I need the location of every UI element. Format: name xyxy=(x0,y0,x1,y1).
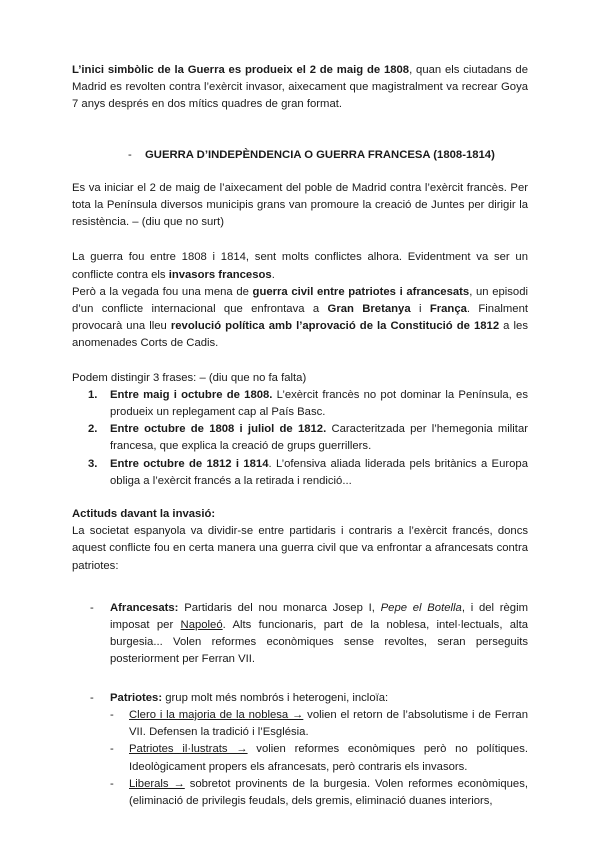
section-heading xyxy=(72,147,528,164)
attitudes-intro: La societat espanyola va dividir-se entre partidaris i contraris a l’exèrcit francés, doncs aquest conflicte fou en certa manera una guerra civil que va enfrontar a afrancesats contra patriotes: xyxy=(72,525,528,572)
phase-item xyxy=(72,387,528,421)
patriotes-sublist xyxy=(72,707,528,810)
phase-text: . L’ofensiva aliada liderada pels britànics a Europa obliga a l’exèrcit francés a la retirada i rendició... xyxy=(110,457,528,487)
list-dash: - xyxy=(90,601,94,614)
sub-underlined: Clero i la majoria de la noblesa → xyxy=(129,708,304,721)
afrancesats-item xyxy=(72,600,528,669)
patriotes-label: Patriotes: xyxy=(110,691,163,704)
phase-number: 1. xyxy=(88,388,98,401)
para3-a: Però a la vegada fou una mena de xyxy=(72,285,253,298)
para2-bold: invasors francesos xyxy=(168,268,272,281)
list-dash: - xyxy=(90,691,94,704)
phases-list xyxy=(72,387,528,490)
intro-text: , quan els ciutadans de Madrid es revolten contra l’exèrcit invasor, aixecament que magistralment va recrear Goya 7 anys després en dos mítics quadres de gran format. xyxy=(72,64,528,111)
sub-item xyxy=(72,776,528,810)
para2-text-a: La guerra fou entre 1808 i 1814, sent molts conflictes alhora. Evidentment va ser un conflicte contra els xyxy=(72,251,528,281)
napoleo-link[interactable]: Napoleó xyxy=(180,619,223,632)
para3-d: Gran Bretanya xyxy=(327,303,411,316)
phase-text: L’exèrcit francès no pot dominar la Península, es produeix un replegament cap al País Basc. xyxy=(110,388,528,419)
heading-bullet: - xyxy=(128,148,132,161)
document-page xyxy=(72,62,528,810)
para3-i: a les anomenades Corts de Cadis. xyxy=(72,320,528,350)
para3-e: i xyxy=(410,303,430,316)
attitudes-list-2 xyxy=(72,690,528,810)
phase-text: Caracteritzada per l’hemegonia militar francesa, que explica la creació de grups guerrillers. xyxy=(110,423,528,453)
sub-item xyxy=(72,741,528,775)
phase-number: 3. xyxy=(88,457,98,470)
para-civil-war xyxy=(72,284,528,353)
intro-bold: L’inici simbòlic de la Guerra es produeix el 2 de maig de 1808 xyxy=(72,64,410,76)
sub-text: sobretot provinents de la burgesia. Volen reformes econòmiques, (eliminació de privilegis feudals, dels gremis, eliminació duanes interiors, xyxy=(129,777,529,807)
intro-paragraph xyxy=(72,62,528,114)
para3-b: guerra civil entre patriotes i afrancesats xyxy=(252,285,470,298)
phase-title: Entre octubre de 1808 i juliol de 1812. xyxy=(110,423,327,436)
patriotes-text: grup molt més nombrós i heterogeni, incloïa: xyxy=(162,691,389,704)
sub-dash: - xyxy=(110,743,114,756)
para3-f: França xyxy=(429,303,467,316)
para3-h: revolució política amb l’aprovació de la Constitució de 1812 xyxy=(170,320,500,333)
sub-underlined: Patriotes il·lustrats → xyxy=(129,743,248,756)
afrancesats-text-c: . Alts funcionaris, part de la noblesa, intel·lectuals, alta burgesia... Volen reformes econòmiques sense revoltes, seran perseguits posteriorment per Ferran VII. xyxy=(110,619,528,666)
phase-number: 2. xyxy=(88,423,98,436)
phase-item xyxy=(72,421,528,455)
afrancesats-italic: Pepe el Botella xyxy=(380,601,462,614)
phases-intro: Podem distingir 3 frases: – (diu que no fa falta) xyxy=(72,371,307,384)
para-start-war: Es va iniciar el 2 de maig de l’aixecament del poble de Madrid contra l’exèrcit francès. Per tota la Península diversos municipis grans van promoure la creació de Juntes per dirigir la resistència. – (diu que no surt) xyxy=(72,181,528,229)
sub-item xyxy=(72,707,528,741)
sub-text: volien el retorn de l’absolutisme i de Ferran VII. Defensen la tradició i l’Església. xyxy=(129,708,528,739)
sub-text: volien reformes econòmiques però no polítiques. Ideològicament propers els afrancesats, però contraris els invasors. xyxy=(129,743,528,773)
para2-text-c: . xyxy=(271,268,275,281)
sub-dash: - xyxy=(110,708,114,721)
sub-dash: - xyxy=(110,777,114,790)
para-war-years xyxy=(72,249,528,283)
afrancesats-text-b: , i del règim imposat per xyxy=(110,601,529,632)
afrancesats-label: Afrancesats: xyxy=(110,601,179,614)
heading-text: GUERRA D’INDEPÈNDENCIA O GUERRA FRANCESA (1808-1814) xyxy=(145,148,495,161)
phase-title: Entre octubre de 1812 i 1814 xyxy=(110,457,269,470)
para3-c: , un episodi d’un conflicte internacional que enfrontava a xyxy=(72,285,528,316)
afrancesats-text-a: Partidaris del nou monarca Josep I, xyxy=(178,601,381,614)
patriotes-item xyxy=(72,690,528,810)
attitudes-title xyxy=(72,506,528,523)
attitudes-title-text: Actituds davant la invasió: xyxy=(72,508,216,521)
sub-underlined: Liberals → xyxy=(129,777,185,790)
phase-title: Entre maig i octubre de 1808. xyxy=(110,388,273,401)
phase-item xyxy=(72,456,528,490)
attitudes-list xyxy=(72,600,528,669)
para3-g: . Finalment provocarà una lleu xyxy=(72,303,528,333)
